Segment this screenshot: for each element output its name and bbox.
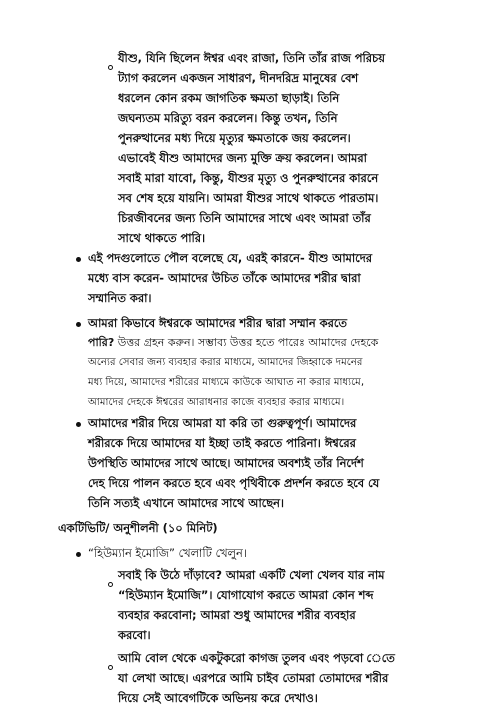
activity-heading: একটিভিটি/ অনুশীলনী (১০ মিনিট) [58, 521, 218, 535]
activity-sub-2-line-2: যা লেখা আছে। এরপরে আমি চাইব তোমরা তোমাদের শরীর [118, 671, 389, 685]
activity-sub-1-line-4: করবো। [118, 628, 151, 642]
bullet-3-line-3: উপস্থিতি আমাদের সাথে আছে। আমাদের অবশ্যই তাঁর নির্দেশ [88, 456, 364, 470]
bullet-1-line-3: সম্মানিত করা। [88, 291, 152, 305]
bullet-2-answer-first: উত্তর গ্রহন করুন। সম্ভাব্য উত্তর হতে পারেঃ আমাদের দেহকে [117, 336, 379, 349]
sub-bullet-1-line-3: ধরলেন কোন রকম জাগতিক ক্ষমতা ছাড়াই। তিনি [118, 91, 340, 105]
sub-bullet-marker [108, 65, 113, 70]
sub-bullet-1-line-5: পুনরুত্থানের মধ্য দিয়ে মৃত্যুর ক্ষমতাকে জয় করলেন। [118, 131, 351, 145]
bullet-marker [76, 322, 81, 327]
bullet-3-line-1: আমাদের শরীর দিয়ে আমরা যা করি তা গুরুত্বপূর্ণ। আমাদের [88, 416, 357, 430]
activity-bullet: “হিউম্যান ইমোজি” খেলাটি খেলুন। [88, 546, 247, 560]
bullet-marker [76, 552, 81, 557]
sub-bullet-1-line-7: সবাই মারা যাবো, কিন্তু, যীশুর মৃত্যু ও পুনরুত্থানের কারনে [118, 171, 379, 185]
sub-bullet-marker [108, 582, 113, 587]
bullet-marker [76, 422, 81, 427]
sub-bullet-1-line-1: যীশু, যিনি ছিলেন ঈশ্বর এবং রাজা, তিনি তাঁর রাজ পরিচয় [118, 51, 385, 65]
bullet-2-answer-line-3: আমাদের দেহকে ঈশ্বরের আরাধনার কাজে ব্যবহার করার মাধ্যমে। [88, 397, 345, 408]
bullet-3-line-4: দেহ দিয়ে পালন করতে হবে এবং পৃথিবীকে প্রদর্শন করতে হবে যে [88, 476, 380, 490]
bullet-2-answer-line-2: মধ্য দিয়ে, আমাদের শরীরের মাধ্যমে কাউকে আঘাত না করার মাধ্যমে, [88, 377, 365, 388]
sub-bullet-1-line-9: চিরজীবনের জন্য তিনি আমাদের সাথে এবং আমরা তাঁর [118, 211, 371, 225]
sub-bullet-marker [108, 665, 113, 670]
sub-bullet-1-line-10: সাথে থাকতে পারি। [118, 231, 206, 245]
sub-bullet-1-line-2: ট্যাগ করলেন একজন সাধারণ, দীনদরিদ্র মানুষের বেশ [118, 71, 359, 85]
bullet-1-line-2: মধ্যে বাস করেন- আমাদের উচিত তাঁকে আমাদের শরীর দ্বারা [88, 271, 361, 285]
bullet-1-line-1: এই পদগুলোতে পৌল বলেছে যে, এরই কারনে- যীশু আমাদের [88, 251, 372, 265]
bullet-2-answer-line-1: অন্যের সেবার জন্য ব্যবহার করার মাধ্যমে, আমাদের জিহ্বাকে দমনের [88, 357, 363, 368]
sub-bullet-1-line-6: এভাবেই যীশু আমাদের জন্য মুক্তি ক্রয় করলেন। আমরা [118, 151, 367, 165]
bullet-marker [76, 257, 81, 262]
bullet-2-question-line-1: আমরা কিভাবে ঈশ্বরকে আমাদের শরীর দ্বারা সম্মান করতে [88, 316, 347, 330]
activity-sub-1-line-1: সবাই কি উঠে দাঁড়াবে? আমরা একটি খেলা খেলব যার নাম [118, 568, 385, 582]
bullet-2-question-line-2: পারি? [88, 336, 115, 349]
activity-sub-1-line-2: “হিউম্যান ইমোজি”। যোগাযোগ করতে আমরা কোন শব্দ [118, 588, 374, 602]
activity-sub-2-line-3: দিয়ে সেই আবেগটিকে অভিনয় করে দেখাও। [118, 691, 318, 705]
activity-sub-2-line-1: আমি বোল থেকে একটুকরো কাগজ তুলব এবং পড়বো েতে [118, 651, 395, 665]
sub-bullet-1-line-8: সব শেষ হয়ে যায়নি। আমরা যীশুর সাথে থাকতে পারতাম। [118, 191, 379, 205]
bullet-3-line-5: তিনি সত্যই এখানে আমাদের সাথে আছেন। [88, 496, 284, 510]
activity-sub-1-line-3: ব্যবহার করবোনা; আমরা শুধু আমাদের শরীর ব্যবহার [118, 608, 356, 622]
sub-bullet-1-line-4: জঘন্যতম মরিত্যু বরন করলেন। কিন্তু তখন, তিনি [118, 111, 338, 125]
bullet-3-line-2: শরীরকে দিয়ে আমাদের যা ইচ্ছা তাই করতে পারিনা। ঈশ্বরের [88, 436, 356, 450]
